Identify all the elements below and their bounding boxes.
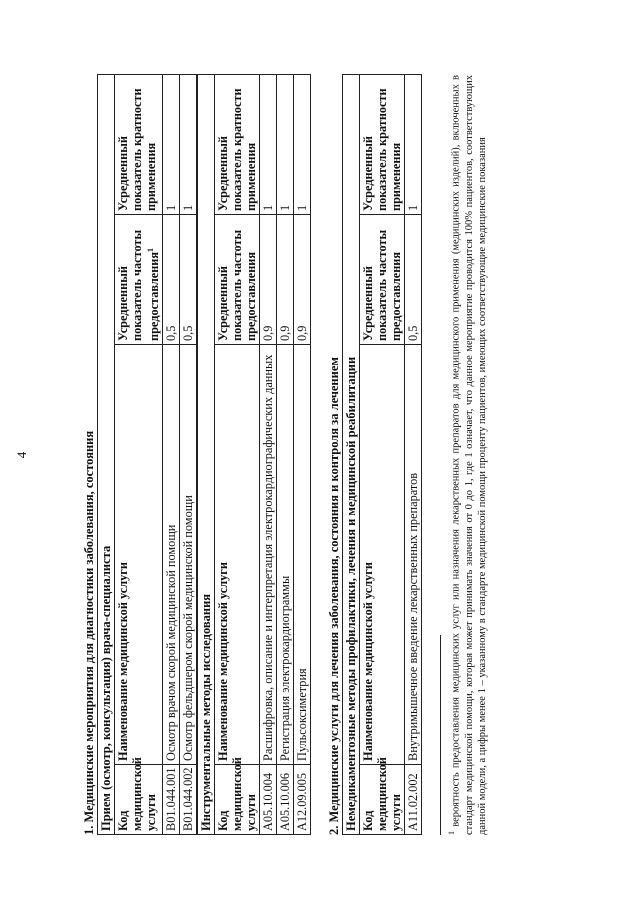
table-row (294, 74, 311, 834)
table-row (405, 75, 422, 835)
cell-code: A05.10.004 (260, 765, 277, 835)
rotated-content (14, 74, 622, 835)
cell-name: Осмотр фельдшером скорой медицинской помощи (180, 345, 197, 765)
table-header-row (115, 74, 163, 834)
subsection-row (98, 74, 115, 834)
cell-multiplicity: 1 (260, 74, 277, 214)
table-consultation (97, 74, 197, 835)
cell-code: B01.044.002 (180, 765, 197, 835)
header-code: Код медицинской услуги (115, 765, 163, 835)
header-multiplicity: Усредненный показатель кратности применения (115, 74, 163, 214)
table-header-row (360, 75, 405, 835)
cell-frequency: 0,5 (163, 215, 180, 345)
header-code: Код медицинской услуги (360, 765, 405, 835)
subsection1-title: Прием (осмотр, консультация) врача-специалиста (98, 74, 115, 834)
cell-name: Осмотр врачом скорой медицинской помощи (163, 345, 180, 765)
table-row (260, 74, 277, 834)
table-instrumental (197, 74, 311, 835)
section2-title: 2. Медицинские услуги для лечения заболевания, состояния и контроля за лечением (327, 357, 342, 835)
cell-name: Расшифровка, описание и интерпретация электрокардиографических данных (260, 345, 277, 765)
cell-multiplicity: 1 (294, 74, 311, 214)
standard-content (82, 75, 489, 835)
subsection-row (343, 75, 360, 835)
cell-code: B01.044.001 (163, 765, 180, 835)
footnote (445, 75, 489, 835)
header-multiplicity: Усредненный показатель кратности применения (360, 75, 405, 215)
header-name: Наименование медицинской услуги (360, 345, 405, 765)
section1-title: 1. Медицинские мероприятия для диагностики заболевания, состояния (82, 430, 96, 835)
cell-frequency: 0,9 (277, 215, 294, 345)
cell-multiplicity: 1 (163, 74, 180, 214)
cell-name: Регистрация электрокардиограммы (277, 345, 294, 765)
cell-frequency: 0,9 (294, 215, 311, 345)
cell-multiplicity: 1 (405, 75, 422, 215)
header-name: Наименование медицинской услуги (215, 345, 260, 765)
header-multiplicity: Усредненный показатель кратности применения (215, 74, 260, 214)
header-frequency (115, 215, 163, 345)
footnote-marker: 1 (146, 247, 155, 252)
subsection3-title: Немедикаментозные методы профилактики, лечения и медицинской реабилитации (343, 75, 360, 835)
table-row (180, 74, 197, 834)
subsection2-title: Инструментальные методы исследования (198, 74, 215, 834)
header-name: Наименование медицинской услуги (115, 345, 163, 765)
cell-name: Пульсоксиметрия (294, 345, 311, 765)
table-header-row (215, 74, 260, 834)
cell-multiplicity: 1 (277, 74, 294, 214)
cell-frequency: 0,5 (180, 215, 197, 345)
table-non-drug-methods (342, 74, 422, 835)
header-frequency: Усредненный показатель частоты предоставления (360, 215, 405, 345)
table-row (277, 74, 294, 834)
cell-code: A05.10.006 (277, 765, 294, 835)
cell-code: A11.02.002 (405, 765, 422, 835)
page-number: 4 (14, 451, 29, 459)
cell-name: Внутримышечное введение лекарственных препаратов (405, 345, 422, 765)
footnote-text: вероятность предоставления медицинских услуг или назначения лекарственных препаратов для медицинского применения (медицинских изделий), включенных в стандарт медицинской помощи, которая может принимать значения от 0 до 1, где 1 означает, что данное мероприятие проводится 100% пациентов, соответствующих данной модели, а цифры менее 1 – указанному в стандарте медицинской помощи проценту пациентов, имеющих соответствующие медицинские показания (450, 74, 488, 835)
cell-code: A12.09.005 (294, 765, 311, 835)
footnote-number: 1 (447, 831, 457, 835)
header-frequency-text: Усредненный показатель частоты предоставления (116, 229, 162, 341)
subsection-row (198, 74, 215, 834)
header-frequency: Усредненный показатель частоты предоставления (215, 215, 260, 345)
cell-multiplicity: 1 (180, 74, 197, 214)
cell-frequency: 0,5 (405, 215, 422, 345)
table-row (163, 74, 180, 834)
footnote-divider (440, 635, 441, 835)
cell-frequency: 0,9 (260, 215, 277, 345)
header-code: Код медицинской услуги (215, 765, 260, 835)
section-gap (311, 75, 327, 835)
